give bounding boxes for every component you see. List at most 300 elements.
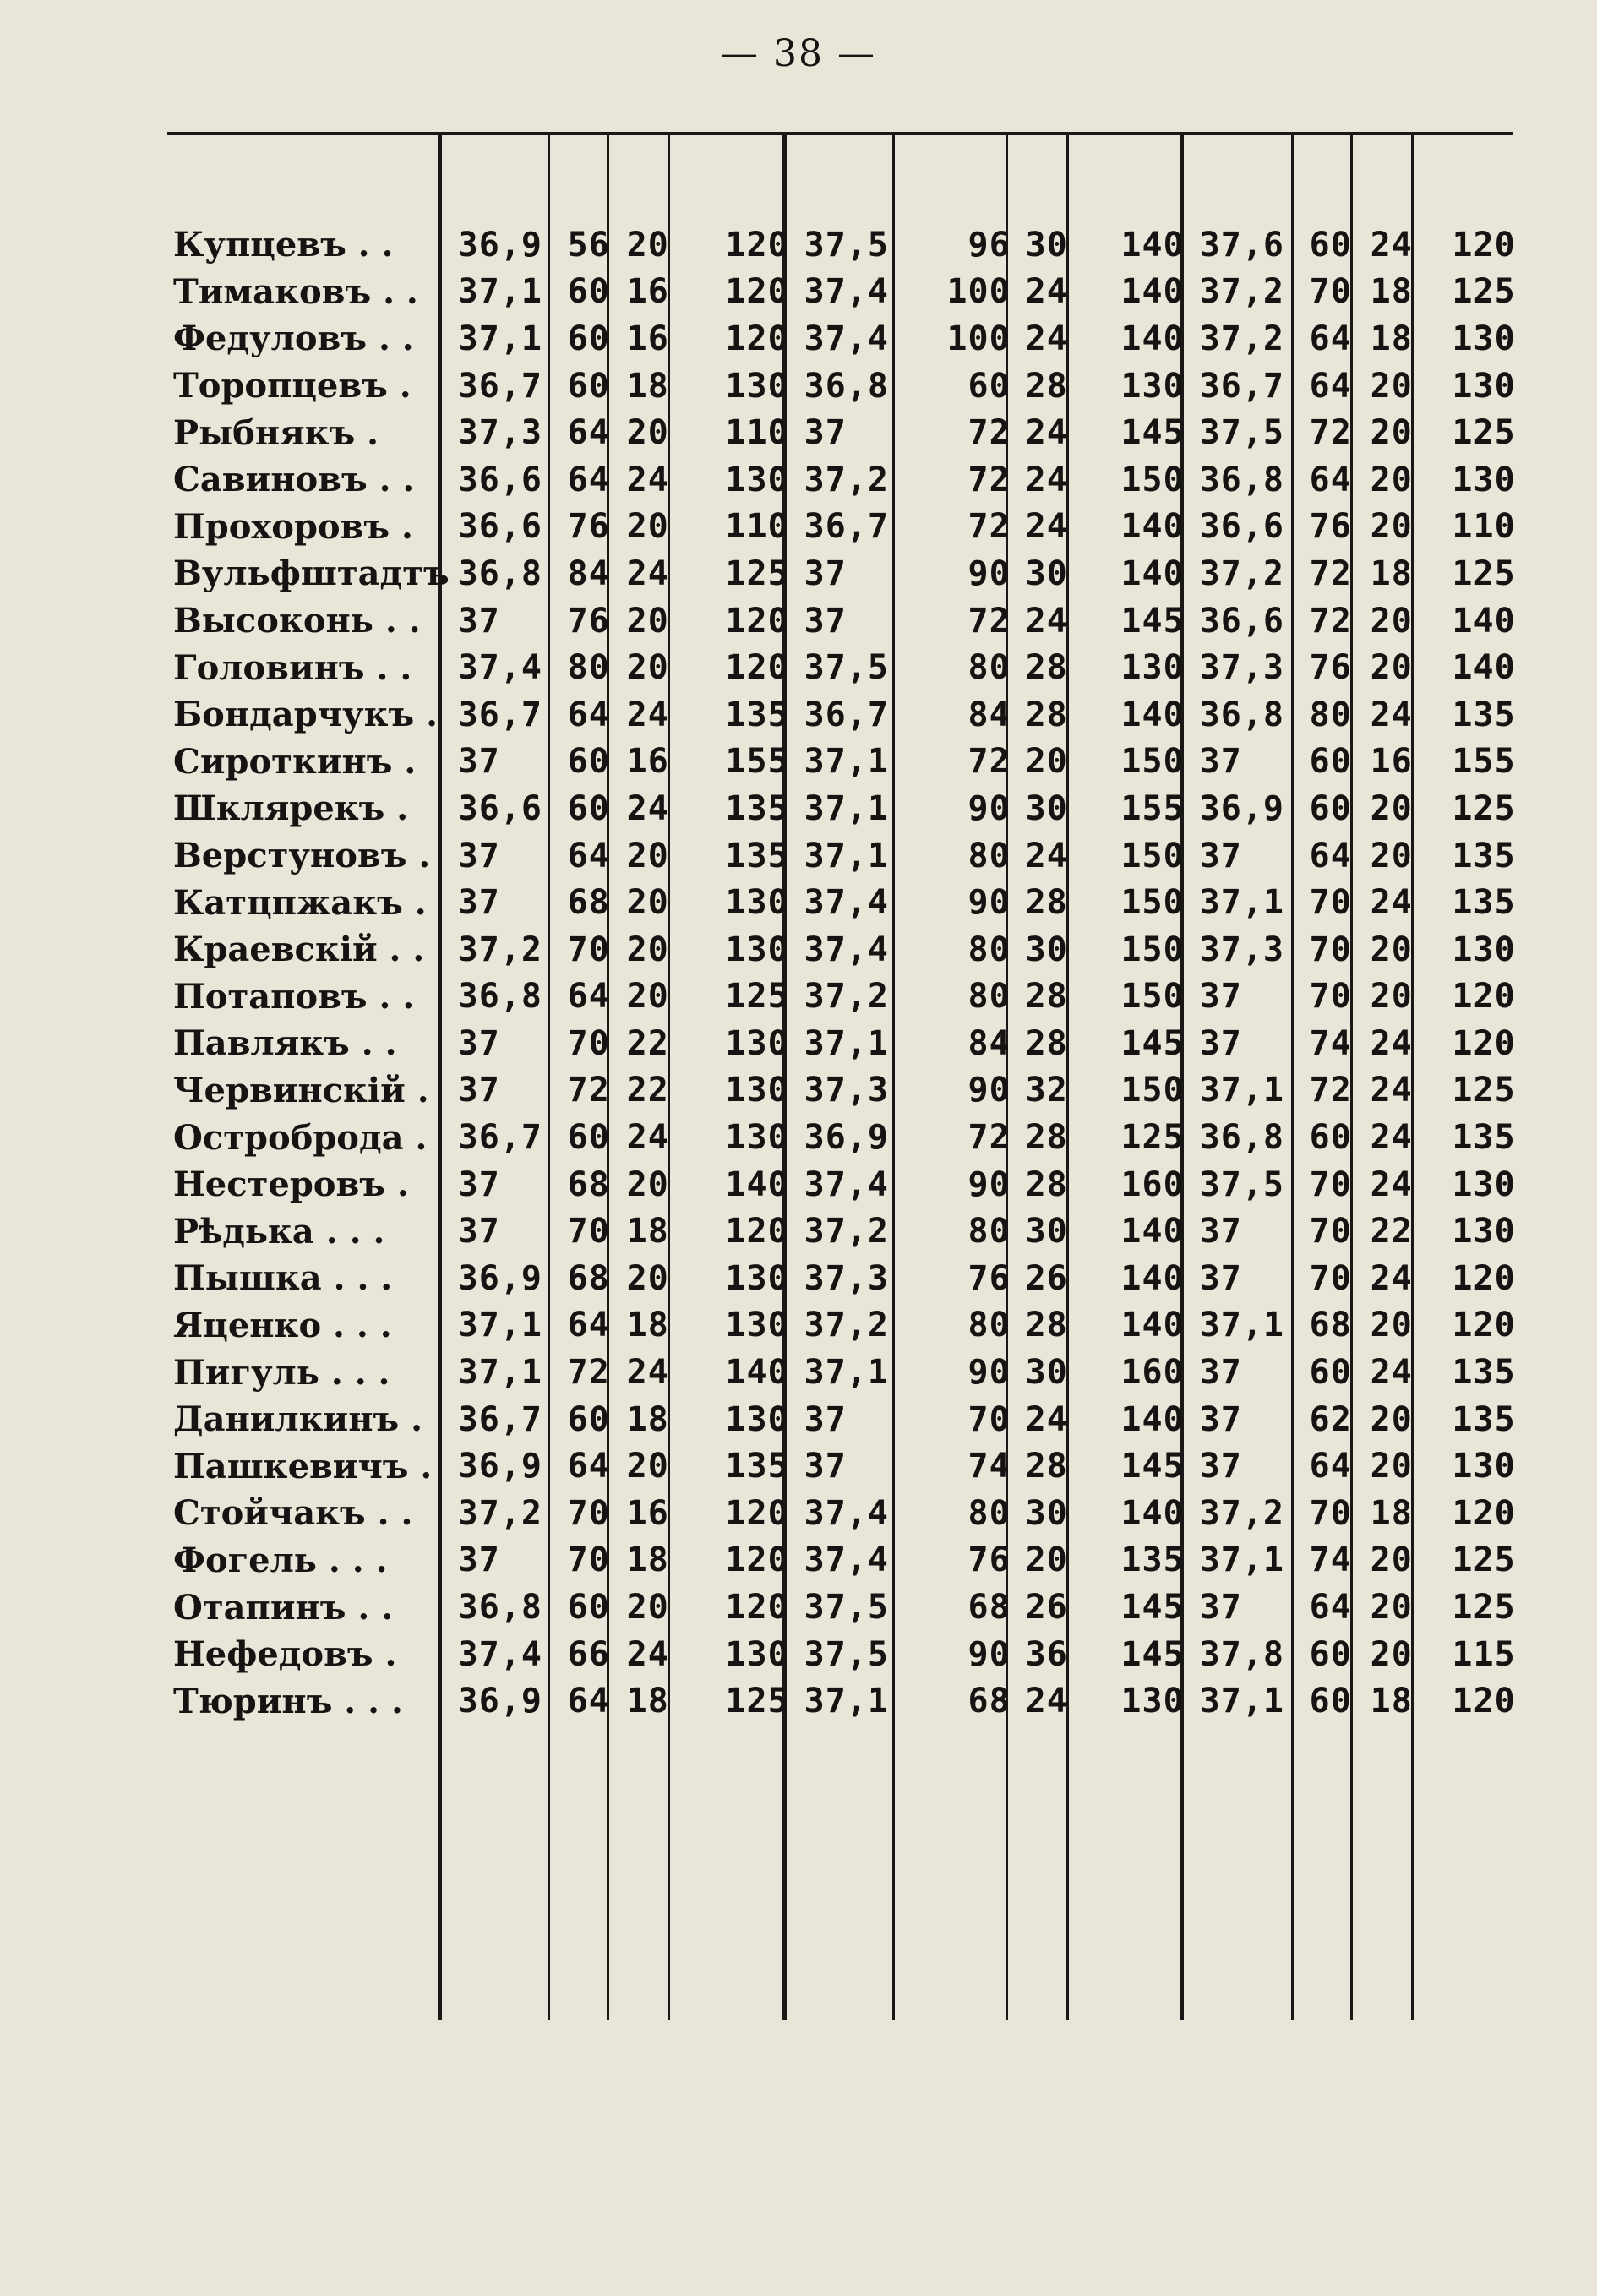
table-cell: 37,2 [457,1493,542,1533]
table-cell: 90 [967,788,1011,828]
table-cell: 37 [457,1541,500,1580]
table-row [0,504,1523,551]
table-cell: 70 [1309,1493,1352,1533]
table-cell: 20 [1370,507,1413,547]
table-row [0,1584,1523,1631]
table-cell: 37 [457,742,500,782]
table-row [0,221,1523,269]
table-cell: 68 [567,1258,610,1298]
table-row [0,1020,1523,1067]
table-cell: 100 [946,272,1011,312]
table-cell: 36,9 [457,1682,542,1721]
table-cell: 74 [1309,1023,1352,1063]
row-name: Червинскій . [173,1070,429,1110]
table-cell: 37 [457,836,500,875]
table-cell: 80 [1309,695,1352,734]
table-cell: 76 [1309,648,1352,688]
table-cell: 125 [1452,788,1516,828]
table-cell: 36,8 [457,1588,542,1628]
table-cell: 64 [567,460,610,499]
table-cell: 37,3 [1199,930,1284,969]
table-cell: 37,4 [804,930,889,969]
table-cell: 135 [725,1447,789,1486]
table-cell: 140 [1452,648,1516,688]
table-cell: 20 [1370,1399,1413,1439]
table-cell: 80 [967,930,1011,969]
table-row [0,1161,1523,1208]
table-cell: 140 [1120,1493,1185,1533]
table-cell: 37,1 [1199,1306,1284,1345]
table-cell: 145 [1120,1634,1185,1674]
table-cell: 37,2 [804,1306,889,1345]
table-cell: 37,3 [804,1071,889,1110]
table-cell: 37,6 [1199,225,1284,265]
table-cell: 76 [1309,507,1352,547]
table-cell: 20 [1370,601,1413,641]
table-row [0,1537,1523,1584]
table-cell: 37 [804,1399,847,1439]
table-cell: 20 [626,507,669,547]
table-cell: 60 [1309,742,1352,782]
table-cell: 24 [1370,1118,1413,1158]
table-cell: 90 [967,554,1011,593]
table-cell: 145 [1120,1447,1185,1486]
table-cell: 36,6 [457,507,542,547]
table-cell: 37,1 [804,1353,889,1393]
table-cell: 130 [725,1118,789,1158]
table-cell: 24 [1370,225,1413,265]
table-cell: 125 [725,977,789,1017]
table-cell: 70 [1309,1164,1352,1204]
table-cell: 130 [725,1306,789,1345]
row-name: Остроброда . [173,1117,428,1158]
table-cell: 72 [967,1118,1011,1158]
table-cell: 64 [1309,1588,1352,1628]
table-cell: 37,1 [1199,883,1284,923]
table-cell: 36,7 [457,1118,542,1158]
table-cell: 37,1 [457,1306,542,1345]
table-cell: 37,2 [1199,272,1284,312]
table-cell: 70 [1309,272,1352,312]
table-cell: 24 [1025,319,1068,358]
table-cell: 145 [1120,1023,1185,1063]
table-cell: 20 [626,883,669,923]
table-cell: 130 [1452,366,1516,406]
table-cell: 140 [1120,1306,1185,1345]
table-cell: 130 [725,366,789,406]
table-cell: 20 [626,1258,669,1298]
table-cell: 60 [567,1588,610,1628]
table-cell: 20 [626,1164,669,1204]
table-row [0,1442,1523,1490]
row-name: Прохоровъ . [173,506,413,547]
table-cell: 24 [1025,272,1068,312]
table-cell: 120 [725,1212,789,1252]
table-cell: 36,7 [804,695,889,734]
table-cell: 18 [626,1212,669,1252]
table-cell: 36,7 [1199,366,1284,406]
table-cell: 68 [1309,1306,1352,1345]
table-cell: 37 [1199,836,1242,875]
table-cell: 37 [1199,742,1242,782]
table-cell: 30 [1025,225,1068,265]
table-cell: 37,1 [1199,1071,1284,1110]
table-cell: 68 [567,883,610,923]
table-cell: 90 [967,1634,1011,1674]
table-cell: 74 [967,1447,1011,1486]
table-row [0,550,1523,597]
table-cell: 130 [1452,1164,1516,1204]
table-cell: 90 [967,1353,1011,1393]
row-name: Отапинъ . . [173,1587,394,1628]
table-cell: 28 [1025,883,1068,923]
table-cell: 145 [1120,1588,1185,1628]
table-cell: 37,1 [457,1353,542,1393]
table-cell: 60 [567,1118,610,1158]
table-cell: 20 [1370,1541,1413,1580]
table-cell: 130 [1452,1212,1516,1252]
table-cell: 60 [1309,1682,1352,1721]
table-row [0,691,1523,739]
table-cell: 24 [1025,836,1068,875]
table-cell: 24 [1025,1682,1068,1721]
table-cell: 60 [1309,1634,1352,1674]
table-cell: 120 [725,601,789,641]
table-cell: 36,6 [1199,507,1284,547]
table-cell: 24 [1370,695,1413,734]
table-cell: 80 [967,1212,1011,1252]
table-cell: 64 [567,1306,610,1345]
table-cell: 150 [1120,460,1185,499]
row-name: Нефедовъ . [173,1634,397,1675]
table-cell: 130 [725,883,789,923]
table-cell: 20 [1025,1541,1068,1580]
row-name: Потаповъ . . [173,976,415,1017]
table-cell: 24 [1370,1023,1413,1063]
table-cell: 64 [1309,319,1352,358]
table-row [0,1302,1523,1350]
table-cell: 36 [1025,1634,1068,1674]
table-cell: 64 [567,977,610,1017]
table-cell: 20 [1370,366,1413,406]
table-cell: 72 [1309,554,1352,593]
table-cell: 130 [1120,366,1185,406]
table-cell: 24 [1370,1258,1413,1298]
table-cell: 37,2 [457,930,542,969]
table-cell: 37 [1199,1399,1242,1439]
table-cell: 37,4 [804,1493,889,1533]
table-cell: 37 [1199,977,1242,1017]
table-cell: 37,4 [804,272,889,312]
table-cell: 36,8 [457,977,542,1017]
table-cell: 26 [1025,1588,1068,1628]
table-row [0,1208,1523,1255]
table-cell: 140 [1120,554,1185,593]
table-cell: 125 [1452,1071,1516,1110]
table-cell: 80 [967,1306,1011,1345]
table-cell: 70 [567,1541,610,1580]
table-cell: 36,9 [457,225,542,265]
table-row [0,1067,1523,1115]
table-cell: 37,1 [804,1682,889,1721]
table-cell: 36,7 [457,366,542,406]
table-cell: 20 [626,225,669,265]
table-cell: 120 [1452,1682,1516,1721]
table-cell: 37,5 [1199,1164,1284,1204]
table-cell: 37 [457,883,500,923]
table-cell: 64 [567,836,610,875]
table-cell: 60 [567,1399,610,1439]
table-cell: 150 [1120,836,1185,875]
table-cell: 20 [1370,1447,1413,1486]
table-cell: 37 [457,1023,500,1063]
table-cell: 36,7 [457,1399,542,1439]
table-cell: 36,9 [457,1447,542,1486]
table-cell: 60 [1309,1118,1352,1158]
table-row [0,879,1523,926]
table-cell: 26 [1025,1258,1068,1298]
table-cell: 120 [725,272,789,312]
table-cell: 64 [1309,1447,1352,1486]
table-cell: 37,2 [804,977,889,1017]
table-cell: 20 [1370,836,1413,875]
table-cell: 20 [1370,648,1413,688]
table-cell: 60 [567,272,610,312]
table-cell: 37,1 [1199,1682,1284,1721]
table-cell: 37,4 [457,1634,542,1674]
row-name: Бондарчукъ . [173,695,438,735]
table-cell: 16 [626,272,669,312]
table-row [0,739,1523,786]
page-number: — 38 — [721,32,876,75]
table-cell: 36,8 [1199,695,1284,734]
table-cell: 130 [1120,1682,1185,1721]
table-cell: 150 [1120,742,1185,782]
table-cell: 37,4 [804,319,889,358]
table-cell: 37 [1199,1258,1242,1298]
table-row [0,409,1523,456]
row-name: Верстуновъ . [173,836,431,876]
row-name: Рыбнякъ . [173,412,379,453]
table-cell: 60 [1309,1353,1352,1393]
row-name: Торопцевъ . [173,366,412,406]
table-cell: 150 [1120,930,1185,969]
table-cell: 24 [1025,507,1068,547]
table-cell: 130 [725,930,789,969]
table-cell: 135 [1452,695,1516,734]
table-cell: 125 [1452,554,1516,593]
table-cell: 28 [1025,1164,1068,1204]
table-cell: 20 [626,1588,669,1628]
row-name: Купцевъ . . [173,225,394,265]
table-cell: 60 [567,742,610,782]
table-row [0,456,1523,504]
row-name: Головинъ . . [173,647,412,688]
table-cell: 120 [1452,1493,1516,1533]
table-cell: 70 [1309,1212,1352,1252]
table-cell: 37 [804,413,847,453]
table-cell: 80 [967,836,1011,875]
table-cell: 30 [1025,1493,1068,1533]
table-cell: 72 [967,413,1011,453]
table-cell: 60 [967,366,1011,406]
table-cell: 18 [1370,319,1413,358]
table-cell: 100 [946,319,1011,358]
table-cell: 37 [804,601,847,641]
row-name: Савиновъ . . [173,460,415,500]
table-cell: 36,8 [457,554,542,593]
table-cell: 28 [1025,366,1068,406]
row-name: Нестеровъ . [173,1164,409,1205]
table-cell: 37,3 [804,1258,889,1298]
table-cell: 24 [626,1634,669,1674]
row-name: Данилкинъ . [173,1399,422,1440]
table-cell: 125 [1452,1588,1516,1628]
row-name: Федуловъ . . [173,319,414,359]
table-cell: 72 [967,742,1011,782]
table-cell: 125 [1452,413,1516,453]
table-cell: 24 [1025,413,1068,453]
table-cell: 76 [967,1258,1011,1298]
table-cell: 140 [1120,1212,1185,1252]
table-cell: 72 [1309,413,1352,453]
table-cell: 64 [567,1447,610,1486]
table-cell: 74 [1309,1541,1352,1580]
table-cell: 36,7 [457,695,542,734]
table-cell: 37,1 [1199,1541,1284,1580]
table-cell: 140 [1120,225,1185,265]
table-row [0,1114,1523,1161]
data-table [0,221,1523,1725]
table-cell: 37,4 [804,883,889,923]
table-cell: 64 [1309,460,1352,499]
table-cell: 120 [1452,1306,1516,1345]
table-cell: 37,4 [804,1164,889,1204]
table-cell: 24 [626,460,669,499]
table-cell: 130 [725,1399,789,1439]
table-cell: 37,2 [804,1212,889,1252]
table-cell: 135 [1120,1541,1185,1580]
table-cell: 28 [1025,1023,1068,1063]
table-cell: 24 [626,554,669,593]
table-cell: 36,8 [1199,460,1284,499]
table-cell: 120 [1452,1258,1516,1298]
table-cell: 18 [626,1306,669,1345]
table-cell: 18 [626,1682,669,1721]
table-cell: 36,7 [804,507,889,547]
table-cell: 140 [1120,1399,1185,1439]
table-cell: 135 [725,788,789,828]
table-cell: 37,3 [457,413,542,453]
table-cell: 64 [1309,366,1352,406]
table-cell: 30 [1025,930,1068,969]
table-cell: 20 [626,836,669,875]
table-cell: 37,5 [804,1634,889,1674]
table-cell: 37,1 [804,836,889,875]
table-cell: 130 [725,1258,789,1298]
table-cell: 80 [967,977,1011,1017]
table-cell: 140 [1120,319,1185,358]
table-cell: 125 [725,1682,789,1721]
table-cell: 72 [567,1071,610,1110]
table-cell: 20 [1370,413,1413,453]
table-cell: 36,8 [804,366,889,406]
table-cell: 150 [1120,1071,1185,1110]
table-cell: 24 [1370,1353,1413,1393]
table-row [0,973,1523,1021]
table-cell: 28 [1025,977,1068,1017]
row-name: Яценко . . . [173,1305,392,1345]
table-cell: 125 [1452,1541,1516,1580]
row-name: Вульфштадтъ [173,554,450,594]
table-cell: 20 [626,977,669,1017]
table-cell: 30 [1025,554,1068,593]
table-cell: 130 [1452,319,1516,358]
table-cell: 24 [626,695,669,734]
header-rule [167,132,1513,135]
table-cell: 37 [1199,1447,1242,1486]
table-cell: 64 [1309,836,1352,875]
table-cell: 64 [567,1682,610,1721]
table-row [0,315,1523,363]
table-cell: 24 [1370,1164,1413,1204]
table-cell: 84 [567,554,610,593]
table-cell: 150 [1120,977,1185,1017]
table-cell: 70 [1309,977,1352,1017]
table-cell: 24 [626,1353,669,1393]
table-cell: 24 [626,1118,669,1158]
table-cell: 84 [967,1023,1011,1063]
table-cell: 115 [1452,1634,1516,1674]
table-cell: 37 [1199,1023,1242,1063]
table-cell: 37,5 [804,1588,889,1628]
table-cell: 37 [1199,1353,1242,1393]
table-cell: 24 [1370,1071,1413,1110]
table-row [0,1677,1523,1725]
table-row [0,1349,1523,1396]
table-cell: 140 [1120,695,1185,734]
table-cell: 22 [626,1071,669,1110]
table-cell: 135 [1452,1118,1516,1158]
table-cell: 24 [1025,601,1068,641]
table-cell: 90 [967,883,1011,923]
table-cell: 20 [1025,742,1068,782]
table-cell: 145 [1120,413,1185,453]
table-cell: 120 [1452,225,1516,265]
table-cell: 37,2 [1199,554,1284,593]
table-cell: 60 [567,788,610,828]
table-cell: 120 [1452,977,1516,1017]
row-name: Тимаковъ . . [173,271,418,312]
table-row [0,1255,1523,1302]
table-cell: 24 [626,788,669,828]
table-cell: 16 [1370,742,1413,782]
table-cell: 20 [1370,460,1413,499]
table-cell: 56 [567,225,610,265]
table-cell: 20 [626,1447,669,1486]
table-cell: 37,1 [804,1023,889,1063]
table-cell: 37,3 [1199,648,1284,688]
table-cell: 120 [725,1493,789,1533]
table-cell: 125 [1120,1118,1185,1158]
table-cell: 28 [1025,1306,1068,1345]
row-name: Пашкевичъ . [173,1446,433,1486]
table-cell: 36,9 [457,1258,542,1298]
table-cell: 37,1 [457,319,542,358]
table-cell: 20 [1370,930,1413,969]
table-cell: 135 [1452,836,1516,875]
table-cell: 18 [626,1399,669,1439]
